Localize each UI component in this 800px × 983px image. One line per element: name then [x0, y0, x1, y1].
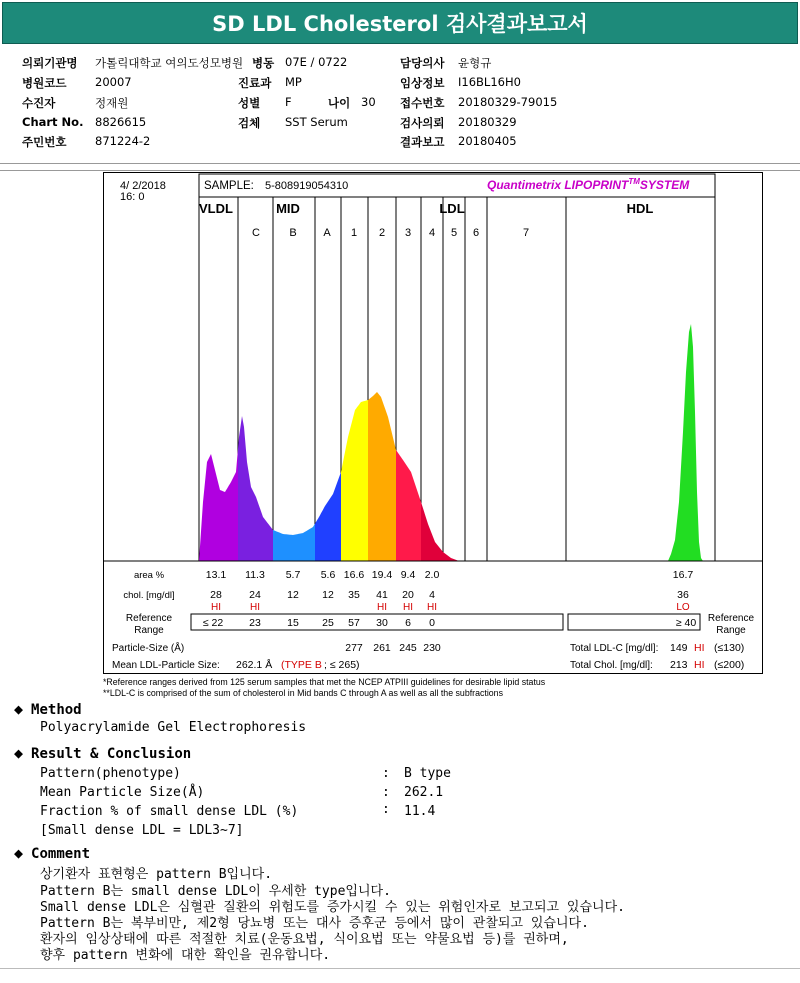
total-chol-label: Total Chol. [mg/dl]: — [570, 660, 653, 671]
group-mid: MID — [276, 201, 300, 216]
ref-label-1: Reference — [125, 613, 173, 624]
code-value: 20007 — [95, 75, 132, 89]
method-text: Polyacrylamide Gel Electrophoresis — [40, 720, 307, 735]
total-chol-ref: (≤200) — [714, 659, 745, 671]
area-value: 16.6 — [343, 569, 365, 581]
chol-value: 20 — [402, 589, 414, 601]
diamond-bullet-icon: ◆ — [14, 700, 24, 718]
code-label: 병원코드 — [22, 76, 67, 90]
area-value: 5.7 — [285, 569, 301, 581]
particle-size-label: Particle-Size (Å) — [112, 643, 185, 654]
ref-label-right-1: Reference — [707, 613, 755, 624]
area-value: 9.4 — [400, 569, 416, 581]
diamond-bullet-icon: ◆ — [14, 744, 24, 762]
total-ldl-flag: HI — [694, 642, 705, 654]
clinical-label: 임상정보 — [400, 76, 445, 90]
particle-size-value: 277 — [345, 642, 363, 654]
report-time: 16: 0 — [120, 191, 145, 203]
age-value: 30 — [361, 95, 376, 109]
ward-value: 07E / 0722 — [285, 55, 348, 69]
sample-label: SAMPLE: — [204, 180, 254, 192]
specimen-value: SST Serum — [285, 115, 348, 129]
result-value: 262.1 — [404, 785, 444, 800]
dept-label: 진료과 — [238, 76, 272, 90]
brand-name: Quantimetrix LIPOPRINT™SYSTEM — [487, 177, 690, 192]
group-vldl: VLDL — [199, 201, 233, 216]
result-label: Pattern(phenotype) — [40, 766, 181, 781]
area-value: 2.0 — [424, 569, 440, 581]
footnote-1: *Reference ranges derived from 125 serum samples that met the NCEP ATPIII guidelines for desirable lipid status — [103, 677, 546, 687]
result-colon: : — [382, 802, 390, 817]
ref-label-right-2: Range — [716, 625, 746, 636]
mean-size-ref: ; ≤ 265) — [324, 659, 360, 671]
comment-line: Pattern B는 small dense LDL이 우세한 type입니다. — [40, 884, 391, 899]
footnote-2: **LDL-C is comprised of the sum of cholesterol in Mid bands C through A as well as all the subfractions — [103, 688, 503, 698]
report-date-value: 20180405 — [458, 134, 517, 148]
patient-value: 정재원 — [95, 96, 129, 110]
mean-size-value: 262.1 Å — [236, 659, 273, 671]
result-note: [Small dense LDL = LDL3~7] — [40, 823, 244, 838]
comment-line: Small dense LDL은 심혈관 질환의 위험도를 증가시킬 수 있는 위험인자로 보고되고 있습니다. — [40, 900, 625, 915]
rrn-value: 871224-2 — [95, 134, 151, 148]
area-value: 13.1 — [205, 569, 227, 581]
group-ldl: LDL — [439, 201, 465, 216]
result-label: Mean Particle Size(Å) — [40, 785, 205, 800]
chol-value: 12 — [287, 589, 299, 601]
report-date: 4/ 2/2018 — [120, 180, 166, 192]
divider — [0, 170, 800, 171]
sex-label: 성별 — [238, 96, 261, 110]
chol-value: 36 — [677, 589, 689, 601]
rrn-label: 주민번호 — [22, 135, 67, 149]
request-label: 검사의뢰 — [400, 116, 445, 130]
band-label: 3 — [404, 227, 412, 239]
mean-size-type: (TYPE B — [281, 659, 322, 671]
particle-size-value: 245 — [399, 642, 417, 654]
result-label: Fraction % of small dense LDL (%) — [40, 804, 299, 819]
flag-value: HI — [427, 602, 437, 613]
band-label: C — [252, 227, 260, 239]
group-hdl: HDL — [626, 201, 654, 216]
area-value: 16.7 — [672, 569, 694, 581]
diamond-bullet-icon: ◆ — [14, 844, 24, 862]
total-ldl-label: Total LDL-C [mg/dl]: — [570, 643, 659, 654]
area-value: 11.3 — [245, 569, 265, 581]
flag-value: LO — [676, 602, 690, 613]
chol-value: 12 — [322, 589, 334, 601]
flag-value: HI — [250, 602, 260, 613]
receipt-label: 접수번호 — [400, 96, 445, 110]
band-label: A — [323, 227, 331, 239]
total-chol-flag: HI — [694, 659, 705, 671]
ref-value: 23 — [249, 617, 261, 629]
ref-value: 0 — [429, 617, 435, 629]
band-label: 1 — [350, 227, 358, 239]
result-colon: : — [382, 785, 390, 800]
comment-line: Pattern B는 복부비만, 제2형 당뇨병 또는 대사 증후군 등에서 많이 관찰되고 있습니다. — [40, 916, 589, 931]
age-label: 나이 — [328, 96, 351, 110]
result-colon: : — [382, 766, 390, 781]
flag-value: HI — [377, 602, 387, 613]
ref-value: ≤ 22 — [202, 617, 224, 629]
ref-label-2: Range — [134, 625, 164, 636]
method-heading: ◆ Method — [14, 700, 82, 718]
particle-size-value: 261 — [373, 642, 391, 654]
divider — [0, 968, 800, 969]
hospital-value: 가톨릭대학교 여의도성모병원 — [95, 56, 244, 70]
chart-value: 8826615 — [95, 115, 147, 129]
comment-line: 환자의 임상상태에 따른 적절한 치료(운동요법, 식이요법 또는 약물요법 등)를 권하며, — [40, 932, 569, 947]
chol-value: 41 — [376, 589, 388, 601]
band-label: 4 — [428, 227, 436, 239]
chol-value: 4 — [429, 589, 435, 601]
specimen-label: 검체 — [238, 116, 261, 130]
clinical-value: I16BL16H0 — [458, 75, 521, 89]
area-value: 19.4 — [371, 569, 393, 581]
area-row-label: area % — [133, 570, 165, 581]
chart-label: Chart No. — [22, 115, 84, 129]
chol-row-label: chol. [mg/dl] — [123, 590, 175, 601]
report-title: SD LDL Cholesterol 검사결과보고서 — [2, 2, 798, 44]
particle-size-value: 230 — [423, 642, 441, 654]
doctor-value: 윤형규 — [458, 56, 492, 70]
ward-label: 병동 — [252, 56, 275, 70]
total-ldl-ref: (≤130) — [714, 642, 745, 654]
comment-heading: ◆ Comment — [14, 844, 91, 862]
receipt-value: 20180329-79015 — [458, 95, 558, 109]
chol-value: 24 — [249, 589, 261, 601]
chol-value: 35 — [348, 589, 360, 601]
result-heading: ◆ Result & Conclusion — [14, 744, 192, 762]
result-value: B type — [404, 766, 451, 781]
band-label: 5 — [450, 227, 458, 239]
total-ldl-value: 149 — [670, 642, 688, 654]
flag-value: HI — [403, 602, 413, 613]
band-label: B — [289, 227, 297, 239]
doctor-label: 담당의사 — [400, 56, 445, 70]
area-value: 5.6 — [320, 569, 336, 581]
result-value: 11.4 — [404, 804, 436, 819]
flag-value: HI — [211, 602, 221, 613]
comment-line: 향후 pattern 변화에 대한 확인을 권유합니다. — [40, 948, 331, 963]
total-chol-value: 213 — [670, 659, 688, 671]
band-label: 6 — [472, 227, 480, 239]
ref-hdl: ≥ 40 — [675, 617, 697, 629]
request-value: 20180329 — [458, 115, 517, 129]
report-date-label: 결과보고 — [400, 135, 445, 149]
chol-value: 28 — [210, 589, 222, 601]
lipoprint-report — [103, 172, 763, 674]
divider — [0, 163, 800, 164]
band-label: 2 — [378, 227, 386, 239]
comment-line: 상기환자 표현형은 pattern B입니다. — [40, 867, 273, 882]
ref-value: 15 — [287, 617, 299, 629]
hospital-label: 의뢰기관명 — [22, 56, 78, 70]
sample-id: 5-808919054310 — [265, 180, 349, 192]
band-label: 7 — [522, 227, 530, 239]
ref-value: 57 — [348, 617, 360, 629]
ref-value: 6 — [405, 617, 411, 629]
mean-size-label: Mean LDL-Particle Size: — [112, 660, 220, 671]
ref-value: 25 — [322, 617, 334, 629]
ref-value: 30 — [376, 617, 388, 629]
dept-value: MP — [285, 75, 302, 89]
sex-value: F — [285, 95, 292, 109]
patient-label: 수진자 — [22, 96, 56, 110]
